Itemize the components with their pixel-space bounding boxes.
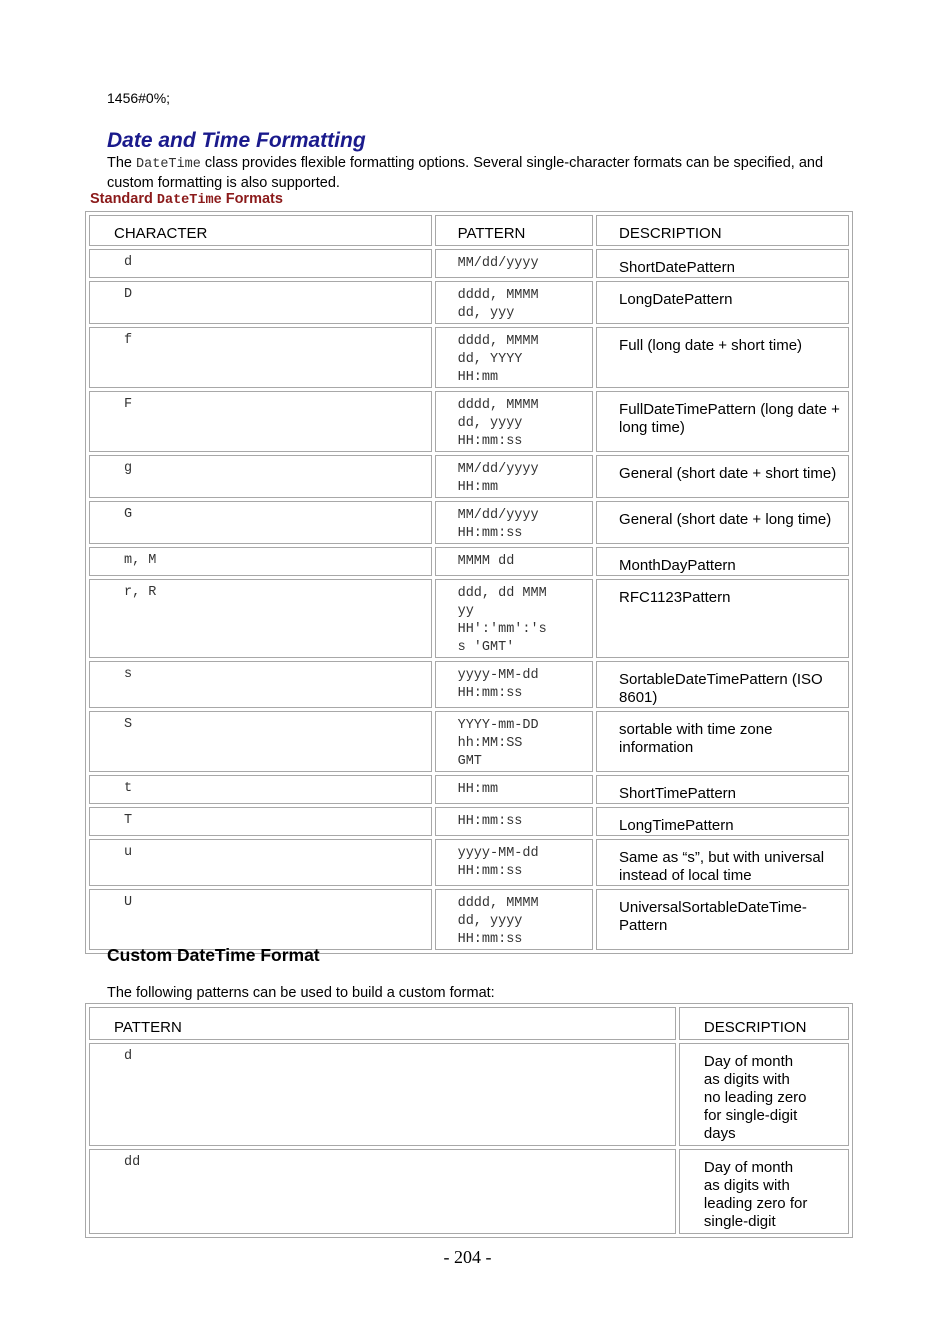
table-row — [89, 579, 849, 658]
column-header: DESCRIPTION — [596, 215, 849, 246]
pattern-line: MM/dd/yyyy — [457, 508, 539, 523]
table-row — [89, 1149, 849, 1234]
intro-paragraph — [107, 154, 827, 193]
table-row — [89, 839, 849, 886]
pattern-line: HH:mm:ss — [457, 932, 523, 947]
format-description-cell: FullDateTimePattern (long date + long time) — [596, 391, 849, 452]
description-line: as digits with — [703, 1071, 790, 1088]
pattern-line: HH:mm:ss — [457, 686, 523, 701]
intro-text-after: class provides flexible formatting options. Several single-character formats can be specified, and custom formatting is also supported. — [107, 155, 824, 191]
custom-format-table — [85, 1003, 853, 1238]
column-header: DESCRIPTION — [679, 1007, 849, 1040]
description-line: Day of month — [703, 1053, 794, 1070]
pattern-line: dddd, MMMM — [457, 334, 539, 349]
pattern-line: HH:mm:ss — [457, 434, 523, 449]
format-character-cell: G — [89, 501, 432, 544]
format-character-cell: U — [89, 889, 432, 950]
table-row — [89, 455, 849, 498]
pattern-line: HH:mm — [457, 480, 499, 495]
format-character-cell: u — [89, 839, 432, 886]
pattern-line: MMMM dd — [457, 554, 515, 569]
pattern-line: HH:mm — [457, 782, 499, 797]
format-description-cell: ShortDatePattern — [596, 249, 849, 278]
format-description-cell: General (short date + short time) — [596, 455, 849, 498]
standard-formats-title — [90, 191, 283, 208]
format-pattern-cell — [435, 455, 593, 498]
pattern-line: dd, yyy — [457, 306, 515, 321]
format-character-cell: T — [89, 807, 432, 836]
format-description-cell: SortableDateTimePattern (ISO 8601) — [596, 661, 849, 708]
pattern-line: HH:mm:ss — [457, 864, 523, 879]
custom-description-cell — [679, 1043, 849, 1146]
format-description-cell: ShortTimePattern — [596, 775, 849, 804]
standard-title-before: Standard — [90, 191, 157, 207]
table-row — [89, 249, 849, 278]
format-pattern-cell — [435, 249, 593, 278]
pattern-line: GMT — [457, 754, 482, 769]
table-row — [89, 391, 849, 452]
table-row — [89, 281, 849, 324]
format-pattern-cell — [435, 807, 593, 836]
table-row — [89, 501, 849, 544]
table-row — [89, 547, 849, 576]
description-line: for single-digit — [703, 1107, 798, 1124]
pattern-line: dddd, MMMM — [457, 288, 539, 303]
section-title: Date and Time Formatting — [107, 129, 366, 152]
pattern-line: dddd, MMMM — [457, 896, 539, 911]
table-row — [89, 807, 849, 836]
table-header-row — [89, 1007, 849, 1040]
format-description-cell: RFC1123Pattern — [596, 579, 849, 658]
format-pattern-cell — [435, 391, 593, 452]
format-character-cell: d — [89, 249, 432, 278]
custom-pattern-cell: d — [89, 1043, 676, 1146]
pattern-line: HH:mm — [457, 370, 499, 385]
description-line: as digits with — [703, 1177, 790, 1194]
format-pattern-cell — [435, 889, 593, 950]
pattern-line: ddd, dd MMM — [457, 586, 547, 601]
description-line: leading zero for — [703, 1195, 808, 1212]
description-line: days — [703, 1125, 736, 1142]
custom-format-intro: The following patterns can be used to build a custom format: — [107, 985, 495, 1001]
pattern-line: dd, yyyy — [457, 914, 523, 929]
format-pattern-cell — [435, 281, 593, 324]
format-character-cell: g — [89, 455, 432, 498]
format-character-cell: t — [89, 775, 432, 804]
pattern-line: dd, yyyy — [457, 416, 523, 431]
table-row — [89, 889, 849, 950]
format-description-cell: General (short date + long time) — [596, 501, 849, 544]
code-snippet-line: 1456#0%; — [107, 90, 171, 106]
intro-code-datetime: DateTime — [136, 157, 201, 172]
pattern-line: s 'GMT' — [457, 640, 515, 655]
format-character-cell: S — [89, 711, 432, 772]
format-description-cell: Full (long date + short time) — [596, 327, 849, 388]
format-pattern-cell — [435, 711, 593, 772]
custom-description-cell — [679, 1149, 849, 1234]
format-pattern-cell — [435, 661, 593, 708]
format-description-cell: LongTimePattern — [596, 807, 849, 836]
format-pattern-cell — [435, 327, 593, 388]
intro-text-before: The — [107, 155, 137, 171]
column-header: CHARACTER — [89, 215, 432, 246]
format-character-cell: s — [89, 661, 432, 708]
format-description-cell: sortable with time zone information — [596, 711, 849, 772]
description-line: no leading zero — [703, 1089, 807, 1106]
standard-title-code: DateTime — [156, 193, 222, 208]
pattern-line: MM/dd/yyyy — [457, 462, 539, 477]
format-pattern-cell — [435, 547, 593, 576]
page-number: - 204 - — [443, 1247, 492, 1267]
table-header-row — [89, 215, 849, 246]
pattern-line: yyyy-MM-dd — [457, 846, 539, 861]
table-row — [89, 775, 849, 804]
table-row — [89, 711, 849, 772]
format-description-cell: LongDatePattern — [596, 281, 849, 324]
pattern-line: HH:mm:ss — [457, 526, 523, 541]
column-header: PATTERN — [435, 215, 593, 246]
pattern-line: dd, YYYY — [457, 352, 523, 367]
format-pattern-cell — [435, 839, 593, 886]
description-line: single-digit — [703, 1213, 776, 1230]
format-character-cell: r, R — [89, 579, 432, 658]
custom-format-title: Custom DateTime Format — [107, 945, 320, 965]
format-description-cell: UniversalSortableDateTime-Pattern — [596, 889, 849, 950]
format-description-cell: MonthDayPattern — [596, 547, 849, 576]
pattern-line: HH':'mm':'s — [457, 622, 547, 637]
table-row — [89, 661, 849, 708]
standard-title-after: Formats — [221, 191, 283, 207]
pattern-line: HH:mm:ss — [457, 814, 523, 829]
format-character-cell: D — [89, 281, 432, 324]
column-header: PATTERN — [89, 1007, 676, 1040]
format-character-cell: F — [89, 391, 432, 452]
pattern-line: yyyy-MM-dd — [457, 668, 539, 683]
format-description-cell: Same as “s”, but with universal instead of local time — [596, 839, 849, 886]
pattern-line: hh:MM:SS — [457, 736, 523, 751]
format-pattern-cell — [435, 501, 593, 544]
table-row — [89, 1043, 849, 1146]
pattern-line: yy — [457, 604, 474, 619]
description-line: Day of month — [703, 1159, 794, 1176]
format-character-cell: m, M — [89, 547, 432, 576]
custom-pattern-cell: dd — [89, 1149, 676, 1234]
format-pattern-cell — [435, 775, 593, 804]
pattern-line: YYYY-mm-DD — [457, 718, 539, 733]
pattern-line: MM/dd/yyyy — [457, 256, 539, 271]
format-character-cell: f — [89, 327, 432, 388]
table-row — [89, 327, 849, 388]
pattern-line: dddd, MMMM — [457, 398, 539, 413]
standard-formats-table — [85, 211, 853, 954]
format-pattern-cell — [435, 579, 593, 658]
